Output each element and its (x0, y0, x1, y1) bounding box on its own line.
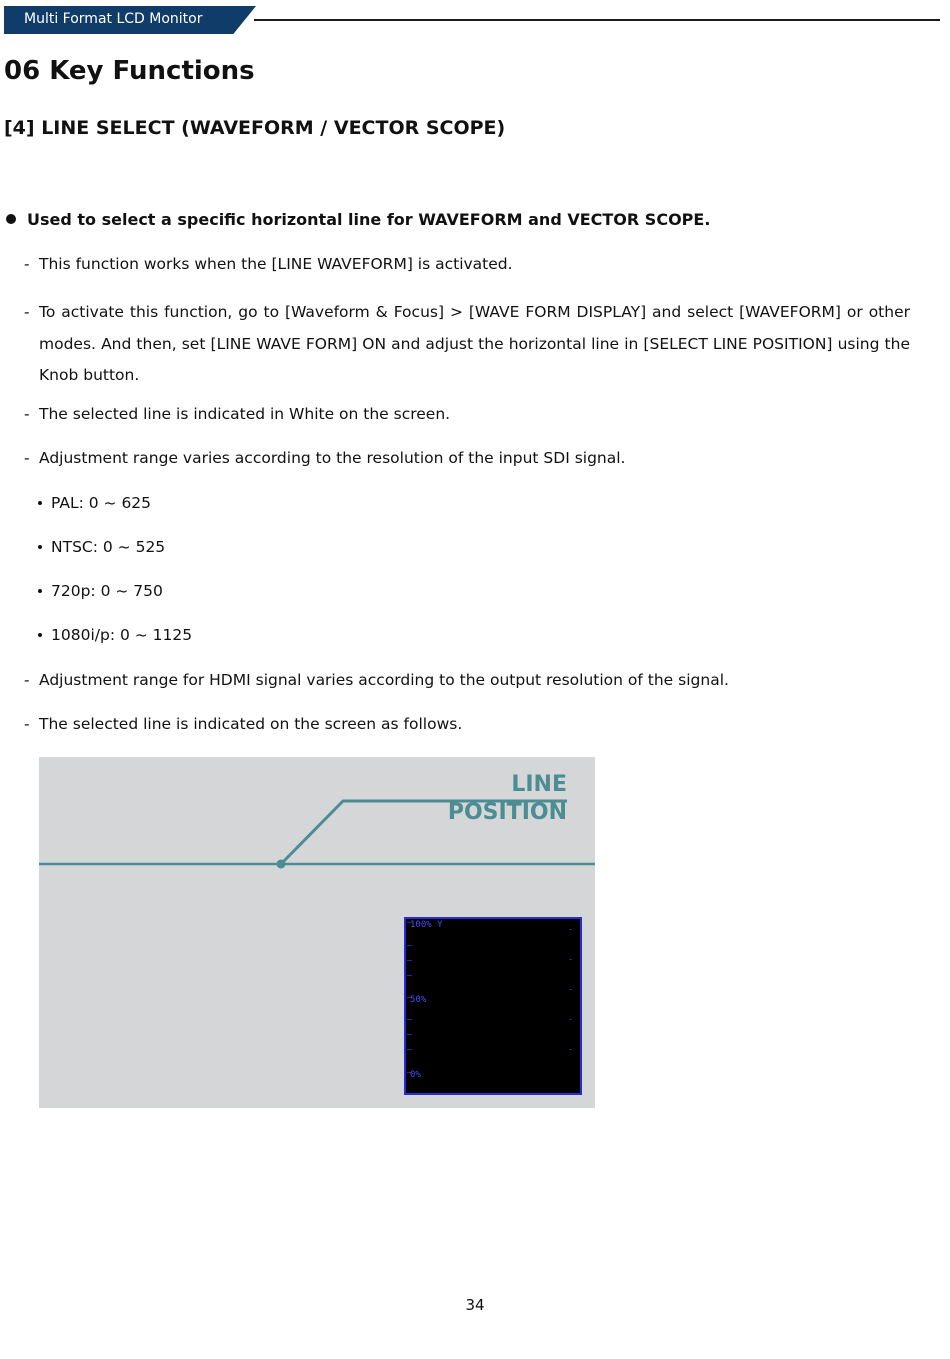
range-text: NTSC: 0 ~ 525 (51, 538, 166, 556)
bullet-dot-icon (6, 214, 16, 224)
item-text: Adjustment range varies according to the resolution of the input SDI signal. (39, 449, 626, 467)
product-name: Multi Format LCD Monitor (24, 11, 203, 27)
dash-marker: - (24, 449, 30, 467)
page-number: 34 (465, 1296, 485, 1314)
item-text: Adjustment range for HDMI signal varies according to the output resolution of the signal. (39, 671, 729, 689)
line-position-figure (39, 757, 595, 1108)
list-item-works-when (24, 255, 513, 273)
range-text: 720p: 0 ~ 750 (51, 582, 163, 600)
item-text: To activate this function, go to [Waveform & Focus] > [WAVE FORM DISPLAY] and select [WAVEFORM] or other modes. And then, set [LINE WAVE FORM] ON and adjust the horizontal line in [SELECT LINE POSITION] using the Knob button. (39, 303, 910, 384)
scope-label-50: 50% (410, 995, 427, 1005)
lead-bullet (6, 210, 710, 229)
section-title: [4] LINE SELECT (WAVEFORM / VECTOR SCOPE) (4, 117, 506, 139)
bullet-dot-icon (38, 545, 42, 549)
line-marker-dot (277, 860, 286, 869)
lead-text: Used to select a specific horizontal line for WAVEFORM and VECTOR SCOPE. (27, 210, 711, 229)
scope-tick (407, 1049, 412, 1050)
item-text: The selected line is indicated on the screen as follows. (39, 715, 463, 733)
range-text: 1080i/p: 0 ~ 1125 (51, 626, 193, 644)
scope-label-0: 0% (410, 1070, 421, 1080)
dash-marker: - (24, 303, 30, 321)
scope-tick (569, 959, 572, 960)
range-item-pal (38, 494, 151, 512)
list-item-indicated-white (24, 405, 450, 423)
range-item-1080 (38, 626, 192, 644)
scope-tick (407, 975, 412, 976)
list-item-indicated-follows (24, 715, 462, 733)
list-item-range-sdi (24, 449, 625, 467)
dash-marker: - (24, 255, 30, 273)
item-text: This function works when the [LINE WAVEFORM] is activated. (39, 255, 513, 273)
page-title: 06 Key Functions (4, 56, 255, 86)
scope-tick (569, 1049, 572, 1050)
list-item-range-hdmi (24, 671, 729, 689)
scope-tick (569, 929, 572, 930)
figure-label-line: LINE (511, 772, 567, 797)
figure-label-position: POSITION (447, 800, 567, 825)
scope-tick (407, 1019, 412, 1020)
list-item-activate (24, 297, 910, 392)
range-text: PAL: 0 ~ 625 (51, 494, 152, 512)
header-rule (254, 19, 940, 21)
scope-tick (407, 945, 412, 946)
scope-tick (407, 1034, 412, 1035)
dash-marker: - (24, 405, 30, 423)
scope-tick (569, 1019, 572, 1020)
waveform-scope (404, 917, 582, 1095)
bullet-dot-icon (38, 633, 42, 637)
scope-tick (569, 989, 572, 990)
range-item-720p (38, 582, 163, 600)
bullet-dot-icon (38, 501, 42, 505)
item-text: The selected line is indicated in White on the screen. (39, 405, 451, 423)
dash-marker: - (24, 715, 30, 733)
dash-marker: - (24, 671, 30, 689)
range-item-ntsc (38, 538, 165, 556)
bullet-dot-icon (38, 589, 42, 593)
scope-label-100: 100% Y (410, 920, 443, 930)
scope-tick (407, 960, 412, 961)
